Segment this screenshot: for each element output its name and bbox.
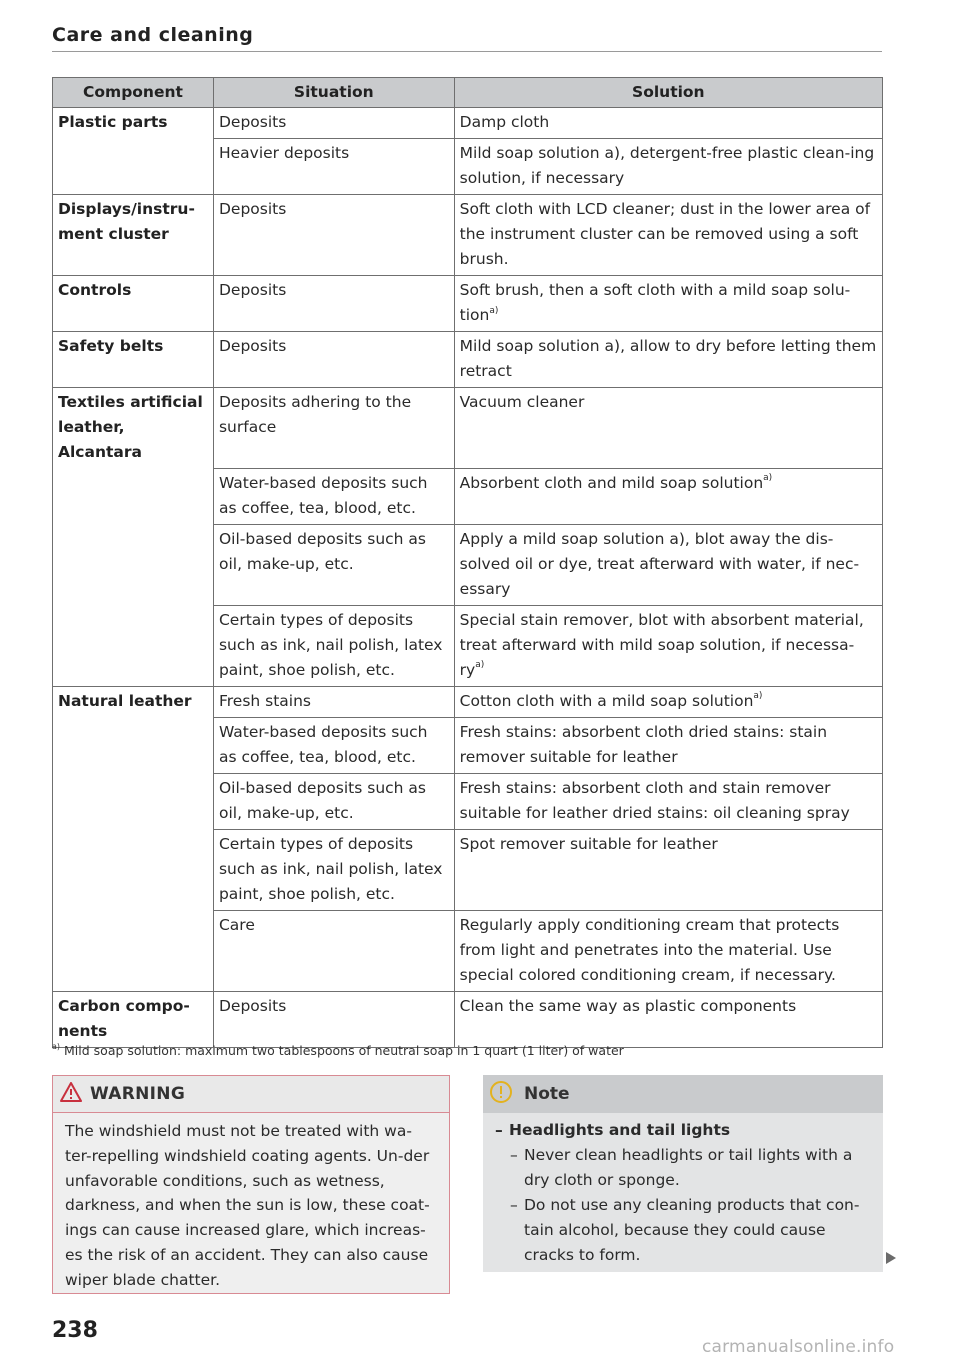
continue-arrow-icon [886,1252,896,1264]
situation-cell: Deposits [213,108,454,139]
table-row [53,524,883,605]
solution-cell: Soft brush, then a soft cloth with a mild soap solu-tion$^{a)}$ [454,276,882,332]
solution-cell: Spot remover suitable for leather [454,829,882,910]
solution-cell: Soft cloth with LCD cleaner; dust in the lower area of the instrument cluster can be removed using a soft brush. [454,195,882,276]
table-header-row [53,78,883,108]
component-cell: Textiles artificial leather, Alcantara [53,388,214,469]
note-heading: – Headlights and tail lights [495,1121,731,1139]
component-cell [53,605,214,686]
situation-cell: Deposits [213,991,454,1047]
section-title: Care and cleaning [52,24,254,46]
note-box [483,1075,883,1272]
situation-cell: Deposits [213,332,454,388]
table-row [53,139,883,195]
warning-header [53,1076,449,1113]
situation-cell: Water-based deposits such as coffee, tea, blood, etc. [213,717,454,773]
situation-cell: Heavier deposits [213,139,454,195]
warning-title: WARNING [90,1084,186,1104]
solution-cell: Mild soap solution a), detergent-free plastic clean-ing solution, if necessary [454,139,882,195]
list-item: – Never clean headlights or tail lights with a dry cloth or sponge. [510,1146,853,1189]
list-item: – Do not use any cleaning products that con-tain alcohol, because they could cause cracks to form. [510,1196,860,1264]
table-row [53,717,883,773]
solution-cell: Fresh stains: absorbent cloth dried stains: stain remover suitable for leather [454,717,882,773]
table-row [53,910,883,991]
solution-cell: Clean the same way as plastic components [454,991,882,1047]
component-cell [53,524,214,605]
note-header [483,1075,883,1113]
table-row [53,276,883,332]
table-row [53,773,883,829]
solution-cell: Special stain remover, blot with absorbent material, treat afterward with mild soap solution, if necessa-$ry^{a)}$ [454,605,882,686]
solution-cell: Vacuum cleaner [454,388,882,469]
component-cell [53,468,214,524]
footnote-text: Mild soap solution: maximum two tablespoons of neutral soap in 1 quart (1 liter) of water [64,1043,624,1058]
note-body [483,1113,883,1268]
table-row [53,195,883,276]
table-row [53,991,883,1047]
component-cell [53,717,214,773]
component-cell [53,139,214,195]
table-footnote [52,1043,882,1058]
situation-cell: Deposits [213,276,454,332]
situation-cell: Oil-based deposits such as oil, make-up, etc. [213,524,454,605]
component-cell [53,910,214,991]
situation-cell: Deposits adhering to the surface [213,388,454,469]
cleaning-table [52,77,883,1048]
component-cell: Carbon compo-nents [53,991,214,1047]
situation-cell: Oil-based deposits such as oil, make-up, etc. [213,773,454,829]
situation-cell: Water-based deposits such as coffee, tea, blood, etc. [213,468,454,524]
table-row [53,605,883,686]
table-row [53,468,883,524]
situation-cell: Certain types of deposits such as ink, nail polish, latex paint, shoe polish, etc. [213,605,454,686]
footnote-marker: a) [52,1041,61,1051]
note-title: Note [524,1084,570,1104]
table-row [53,332,883,388]
solution-cell: Apply a mild soap solution a), blot away the dis-solved oil or dye, treat afterward with water, if nec-essary [454,524,882,605]
situation-cell: Fresh stains [213,686,454,717]
situation-cell: Deposits [213,195,454,276]
solution-cell: Damp cloth [454,108,882,139]
column-header-component: Component [53,78,214,108]
component-cell: Safety belts [53,332,214,388]
watermark: carmanualsonline.info [702,1337,895,1357]
page-header [52,24,882,46]
component-cell: Controls [53,276,214,332]
table-row [53,829,883,910]
table-row [53,388,883,469]
component-cell [53,829,214,910]
table-row [53,686,883,717]
column-header-situation: Situation [213,78,454,108]
situation-cell: Certain types of deposits such as ink, nail polish, latex paint, shoe polish, etc. [213,829,454,910]
solution-cell: Cotton cloth with a mild soap solution$^{a)}$ [454,686,882,717]
solution-cell: Absorbent cloth and mild soap solution$^{a)}$ [454,468,882,524]
table-row [53,108,883,139]
component-cell: Natural leather [53,686,214,717]
solution-cell: Mild soap solution a), allow to dry before letting them retract [454,332,882,388]
info-circle-icon [489,1080,513,1108]
column-header-solution: Solution [454,78,882,108]
warning-box [52,1075,450,1294]
solution-cell: Fresh stains: absorbent cloth and stain remover suitable for leather dried stains: oil cleaning spray [454,773,882,829]
warning-text: The windshield must not be treated with wa-ter-repelling windshield coating agents. Un-der unfavorable conditions, such as wetness, darkness, and when the sun is low, these coat-ings can cause increased glare, which increas-es the risk of an accident. They can also cause wiper blade chatter. [65,1122,430,1289]
component-cell: Displays/instru-ment cluster [53,195,214,276]
situation-cell: Care [213,910,454,991]
component-cell [53,773,214,829]
page-number: 238 [52,1318,98,1343]
header-rule [52,51,882,52]
solution-cell: Regularly apply conditioning cream that protects from light and penetrates into the material. Use special colored conditioning cream, if necessary. [454,910,882,991]
component-cell: Plastic parts [53,108,214,139]
warning-triangle-icon [60,1082,82,1106]
